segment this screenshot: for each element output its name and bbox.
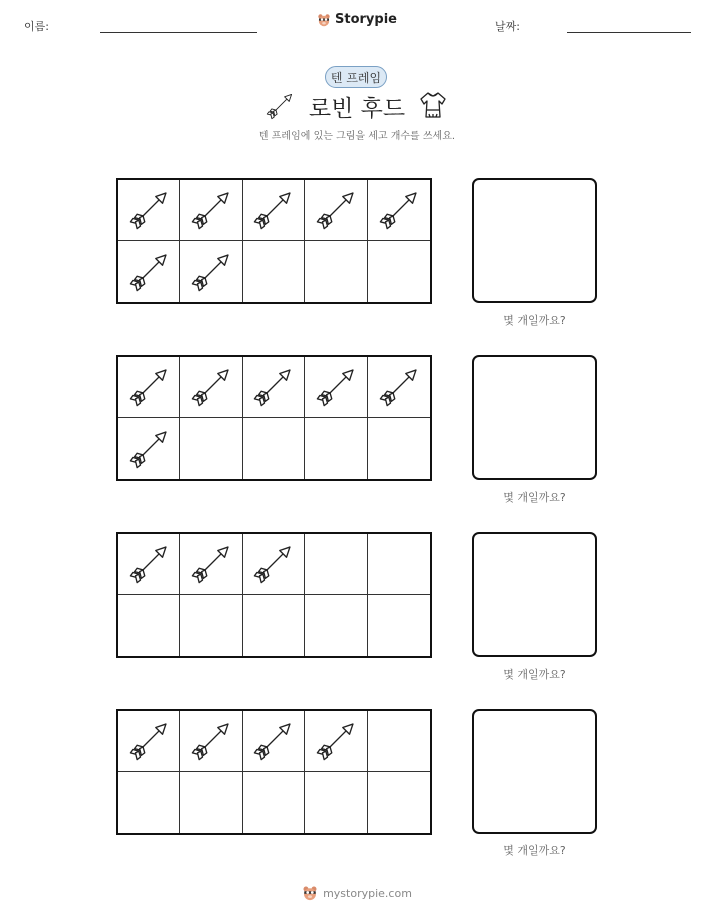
- frame-cell: [118, 357, 180, 418]
- bear-mascot-icon: [302, 885, 318, 901]
- arrow-icon: [127, 365, 171, 409]
- arrow-icon: [251, 719, 295, 763]
- frame-cell: [305, 534, 367, 595]
- date-label: 날짜:: [495, 20, 520, 33]
- arrow-icon: [314, 188, 358, 232]
- arrow-icon: [189, 719, 233, 763]
- frame-cell: [180, 357, 242, 418]
- frame-cell: [180, 180, 242, 241]
- name-field[interactable]: [100, 32, 257, 33]
- frame-cell: [118, 534, 180, 595]
- frame-cell: [180, 418, 242, 479]
- frame-cell: [368, 772, 430, 833]
- frame-cell: [243, 180, 305, 241]
- frame-cell: [368, 357, 430, 418]
- name-label: 이름:: [24, 20, 49, 33]
- question-3: 몇 개일까요?: [503, 668, 566, 681]
- frame-cell: [118, 711, 180, 772]
- worksheet-badge: 텐 프레임: [325, 66, 387, 88]
- question-2: 몇 개일까요?: [503, 491, 566, 504]
- frame-cell: [118, 180, 180, 241]
- arrow-icon: [377, 188, 421, 232]
- footer-site: mystorypie.com: [323, 886, 412, 900]
- frame-cell: [305, 357, 367, 418]
- question-4: 몇 개일까요?: [503, 844, 566, 857]
- frame-cell: [368, 711, 430, 772]
- answer-box-4[interactable]: [472, 709, 597, 834]
- arrow-icon: [189, 365, 233, 409]
- footer: [0, 885, 714, 901]
- brand-name: Storypie: [335, 12, 397, 27]
- arrow-icon: [127, 542, 171, 586]
- frame-cell: [305, 772, 367, 833]
- arrow-icon: [127, 250, 171, 294]
- frame-cell: [305, 180, 367, 241]
- brand-logo: [0, 12, 714, 27]
- arrow-icon: [314, 719, 358, 763]
- page-title: 로빈 후드: [308, 96, 406, 122]
- frame-cell: [368, 418, 430, 479]
- arrow-icon: [189, 250, 233, 294]
- ten-frame-1: [116, 178, 432, 304]
- arrow-icon: [314, 365, 358, 409]
- frame-cell: [368, 180, 430, 241]
- frame-cell: [305, 595, 367, 656]
- arrow-icon: [251, 365, 295, 409]
- frame-cell: [305, 711, 367, 772]
- arrow-icon: [377, 365, 421, 409]
- arrow-icon: [251, 188, 295, 232]
- answer-box-1[interactable]: [472, 178, 597, 303]
- frame-cell: [243, 241, 305, 302]
- frame-cell: [305, 241, 367, 302]
- frame-cell: [243, 772, 305, 833]
- answer-box-3[interactable]: [472, 532, 597, 657]
- arrow-icon: [127, 427, 171, 471]
- instruction-text: 텐 프레임에 있는 그림을 세고 개수를 쓰세요.: [258, 131, 456, 142]
- frame-cell: [305, 418, 367, 479]
- frame-cell: [180, 595, 242, 656]
- frame-cell: [118, 772, 180, 833]
- frame-cell: [243, 357, 305, 418]
- frame-cell: [243, 595, 305, 656]
- ten-frame-2: [116, 355, 432, 481]
- frame-cell: [368, 595, 430, 656]
- arrow-icon: [251, 542, 295, 586]
- frame-cell: [243, 418, 305, 479]
- frame-cell: [180, 772, 242, 833]
- arrow-icon: [189, 188, 233, 232]
- ten-frame-4: [116, 709, 432, 835]
- frame-cell: [118, 418, 180, 479]
- frame-cell: [180, 241, 242, 302]
- answer-box-2[interactable]: [472, 355, 597, 480]
- frame-cell: [368, 241, 430, 302]
- arrow-icon: [189, 542, 233, 586]
- frame-cell: [243, 534, 305, 595]
- ten-frame-3: [116, 532, 432, 658]
- frame-cell: [180, 534, 242, 595]
- date-field[interactable]: [567, 32, 691, 33]
- frame-cell: [118, 595, 180, 656]
- question-1: 몇 개일까요?: [503, 314, 566, 327]
- arrow-icon: [127, 188, 171, 232]
- frame-cell: [243, 711, 305, 772]
- frame-cell: [368, 534, 430, 595]
- frame-cell: [180, 711, 242, 772]
- frame-cell: [118, 241, 180, 302]
- bear-mascot-icon: [317, 13, 331, 27]
- arrow-icon: [127, 719, 171, 763]
- tunic-icon: [418, 90, 448, 120]
